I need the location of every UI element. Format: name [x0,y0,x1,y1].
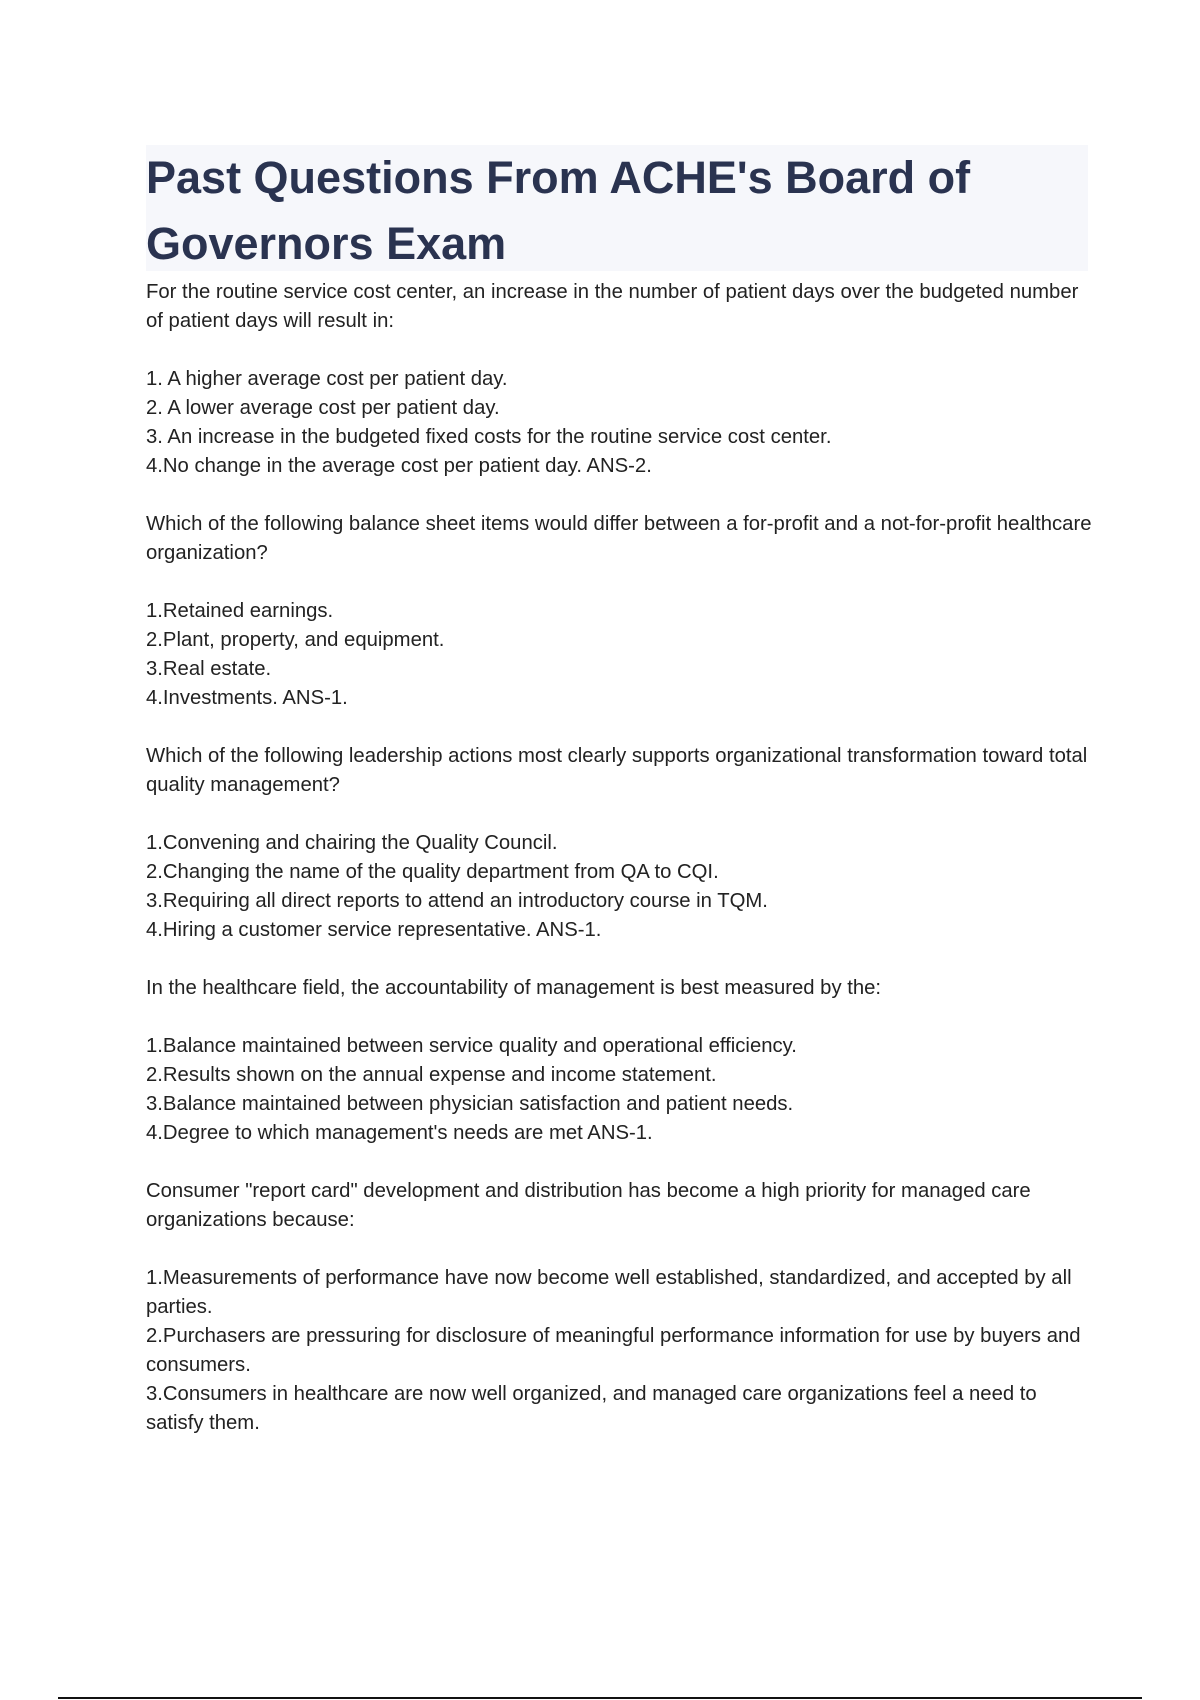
question-prompt: Consumer "report card" development and distribution has become a high priority for managed care organizations because: [146,1180,1031,1231]
answer-option: 2.Results shown on the annual expense and income statement. [146,1064,717,1086]
answer-option: 2.Plant, property, and equipment. [146,629,445,651]
answer-option: 4.Hiring a customer service representative. ANS-1. [146,919,602,941]
question-prompt: For the routine service cost center, an increase in the number of patient days over the budgeted number of patient days will result in: [146,281,1079,332]
answer-option: 3. An increase in the budgeted fixed costs for the routine service cost center. [146,426,832,448]
answer-option: 3.Balance maintained between physician satisfaction and patient needs. [146,1093,794,1115]
answer-option: 2. A lower average cost per patient day. [146,397,500,419]
answer-options [146,597,1096,713]
question-block-1 [146,278,1096,481]
answer-option: 1. A higher average cost per patient day. [146,368,508,390]
answer-options [146,1264,1096,1438]
question-block-2 [146,510,1096,713]
answer-option: 3.Real estate. [146,658,272,680]
question-block-3 [146,742,1096,945]
answer-option: 4.Degree to which management's needs are met ANS-1. [146,1122,653,1144]
footer-divider [58,1697,1142,1699]
answer-option: 3.Consumers in healthcare are now well organized, and managed care organizations feel a need to satisfy them. [146,1383,1037,1434]
answer-option: 2.Changing the name of the quality department from QA to CQI. [146,861,719,883]
answer-options [146,365,1096,481]
document-body [146,278,1096,1467]
answer-option: 1.Measurements of performance have now become well established, standardized, and accepted by all parties. [146,1267,1072,1318]
answer-option: 3.Requiring all direct reports to attend an introductory course in TQM. [146,890,768,912]
answer-option: 1.Retained earnings. [146,600,334,622]
question-prompt: In the healthcare field, the accountability of management is best measured by the: [146,977,882,999]
answer-options [146,1032,1096,1148]
title-block [146,145,1088,271]
answer-option: 4.Investments. ANS-1. [146,687,348,709]
answer-option: 2.Purchasers are pressuring for disclosure of meaningful performance information for use by buyers and consumers. [146,1325,1081,1376]
answer-option: 4.No change in the average cost per patient day. ANS-2. [146,455,652,477]
question-prompt: Which of the following balance sheet items would differ between a for-profit and a not-for-profit healthcare organization? [146,513,1092,564]
answer-options [146,829,1096,945]
page-title: Past Questions From ACHE's Board of Governors Exam [146,152,971,269]
question-prompt: Which of the following leadership actions most clearly supports organizational transformation toward total quality management? [146,745,1088,796]
question-block-5 [146,1177,1096,1438]
answer-option: 1.Convening and chairing the Quality Council. [146,832,558,854]
question-block-4 [146,974,1096,1148]
answer-option: 1.Balance maintained between service quality and operational efficiency. [146,1035,797,1057]
